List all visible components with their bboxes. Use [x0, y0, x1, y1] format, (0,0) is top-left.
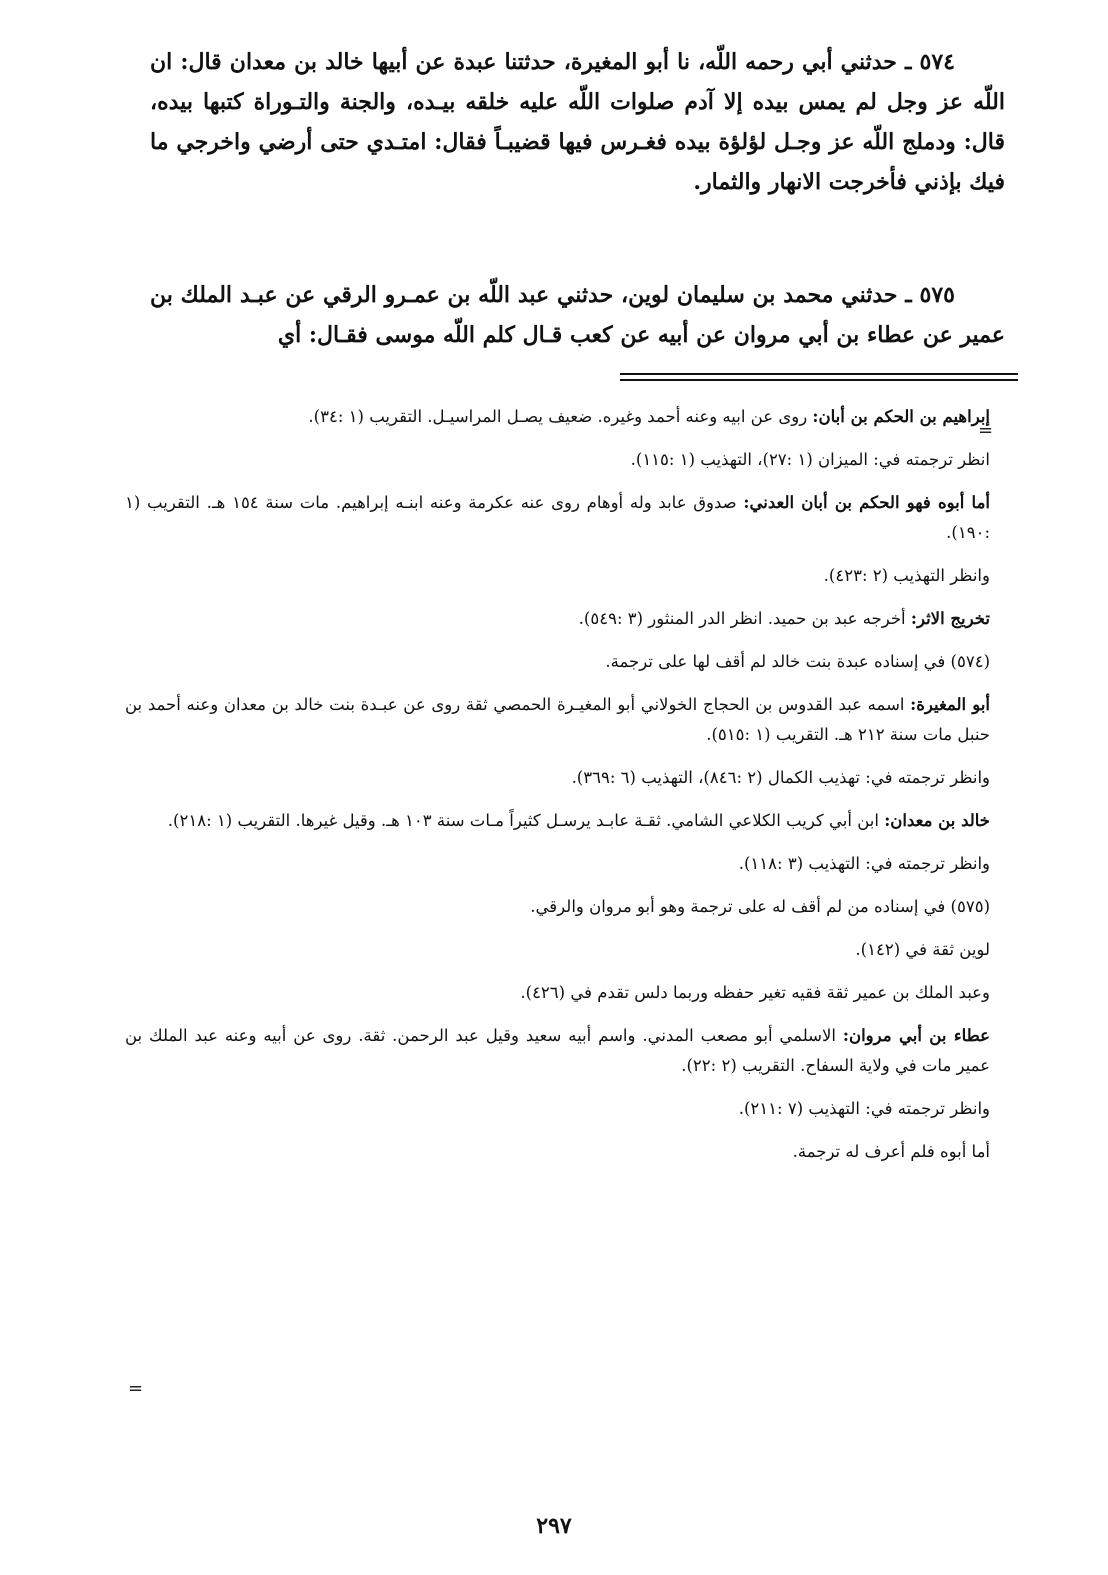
hadith-574-paragraph — [150, 42, 1005, 202]
note-heading: إبراهيم بن الحكم بن أبان: — [812, 407, 990, 426]
note-luwayn — [125, 935, 990, 965]
note-al-hakam-bin-aban — [125, 488, 990, 548]
continuation-mark-top: = — [978, 420, 994, 441]
note-heading: أبو المغيرة: — [910, 695, 990, 714]
note-body: وانظر ترجمته في: التهذيب (٣ :١١٨). — [738, 854, 990, 873]
note-body: ابن أبي كريب الكلاعي الشامي. ثقـة عابـد يرسـل كثيراً مـات سنة ١٠٣ هـ. وقيل غيرها. التقريب (١ :٢١٨). — [167, 811, 885, 830]
note-isnad-574 — [125, 647, 990, 677]
note-khalid-bin-madan — [125, 806, 990, 836]
note-body: (٥٧٥) في إسناده من لم أقف له على ترجمة وهو أبو مروان والرقي. — [530, 897, 990, 916]
note-body: صدوق عابد وله أوهام روى عنه عكرمة وعنه ابنـه إبراهيم. مات سنة ١٥٤ هـ. التقريب (١ :١٩٠). — [125, 493, 990, 542]
note-reference — [125, 1094, 990, 1124]
note-isnad-575 — [125, 892, 990, 922]
hadith-575-text: ٥٧٥ ـ حدثني محمد بن سليمان لوين، حدثني عبد اللّه بن عمـرو الرقي عن عبـد الملك بن عمير عن عطاء بن أبي مروان عن أبيه عن كعب قـال كلم اللّه موسى فقـال: أي — [150, 282, 1005, 348]
note-reference — [125, 849, 990, 879]
note-reference — [125, 561, 990, 591]
note-body: لوين ثقة في (١٤٢). — [855, 940, 990, 959]
note-body: انظر ترجمته في: الميزان (١ :٢٧)، التهذيب (١ :١١٥). — [630, 450, 990, 469]
note-heading: أما أبوه فهو الحكم بن أبان العدني: — [743, 493, 990, 512]
note-takhrij — [125, 604, 990, 634]
note-body: أما أبوه فلم أعرف له ترجمة. — [792, 1142, 990, 1161]
note-body: وعبد الملك بن عمير ثقة فقيه تغير حفظه وربما دلس تقدم في (٤٢٦). — [520, 983, 990, 1002]
note-ata-bin-abi-marwan — [125, 1021, 990, 1081]
note-abu-al-mughira — [125, 690, 990, 750]
note-ibrahim-bin-al-hakam — [125, 402, 990, 432]
note-abd-al-malik — [125, 978, 990, 1008]
page-number: ٢٩٧ — [536, 1513, 572, 1539]
hadith-574-text: ٥٧٤ ـ حدثني أبي رحمه اللّه، نا أبو المغيرة، حدثتنا عبدة عن أبيها خالد بن معدان قال: ان اللّه عز وجل لم يمس بيده إلا آدم صلوات اللّه عليه خلقه بيـده، والجنة والتـوراة كتبها بيده، قال: ودملج اللّه عز وجـل لؤلؤة بيده فغـرس فيها قضيبـاً فقال: امتـدي حتى أرضي واخرجي ما فيك بإذني فأخرجت الانهار والثمار. — [150, 49, 1005, 195]
note-body: وانظر ترجمته في: تهذيب الكمال (٢ :٨٤٦)، التهذيب (٦ :٣٦٩). — [571, 768, 990, 787]
note-body: اسمه عبد القدوس بن الحجاج الخولاني أبو المغيـرة الحمصي ثقة روى عن عبـدة بنت خالد بن معدان وعنه أحمد بن حنبل مات سنة ٢١٢ هـ. التقريب (١ :٥١٥). — [125, 695, 990, 744]
note-body: أخرجه عبد بن حميد. انظر الدر المنثور (٣ :٥٤٩). — [578, 609, 911, 628]
note-heading: خالد بن معدان: — [884, 811, 990, 830]
note-body: وانظر ترجمته في: التهذيب (٧ :٢١١). — [738, 1099, 990, 1118]
note-reference — [125, 445, 990, 475]
note-body: وانظر التهذيب (٢ :٤٢٣). — [823, 566, 990, 585]
footnote-separator-line — [620, 379, 1018, 381]
continuation-mark-bottom: = — [128, 1378, 144, 1399]
note-heading: تخريج الاثر: — [910, 609, 990, 628]
note-body: (٥٧٤) في إسناده عبدة بنت خالد لم أقف لها على ترجمة. — [605, 652, 990, 671]
note-heading: عطاء بن أبي مروان: — [842, 1026, 990, 1045]
note-body: الاسلمي أبو مصعب المدني. واسم أبيه سعيد وقيل عبد الرحمن. ثقة. روى عن أبيه وعنه عبد الملك بن عمير مات في ولاية السفاح. التقريب (٢ :٢٢). — [125, 1026, 990, 1075]
footnote-separator-line — [620, 373, 1018, 375]
hadith-575-paragraph — [150, 275, 1005, 355]
note-body: روى عن ابيه وعنه أحمد وغيره. ضعيف يصـل المراسيـل. التقريب (١ :٣٤). — [308, 407, 813, 426]
footnotes-section — [125, 402, 990, 1180]
note-reference — [125, 763, 990, 793]
note-father-unknown — [125, 1137, 990, 1167]
